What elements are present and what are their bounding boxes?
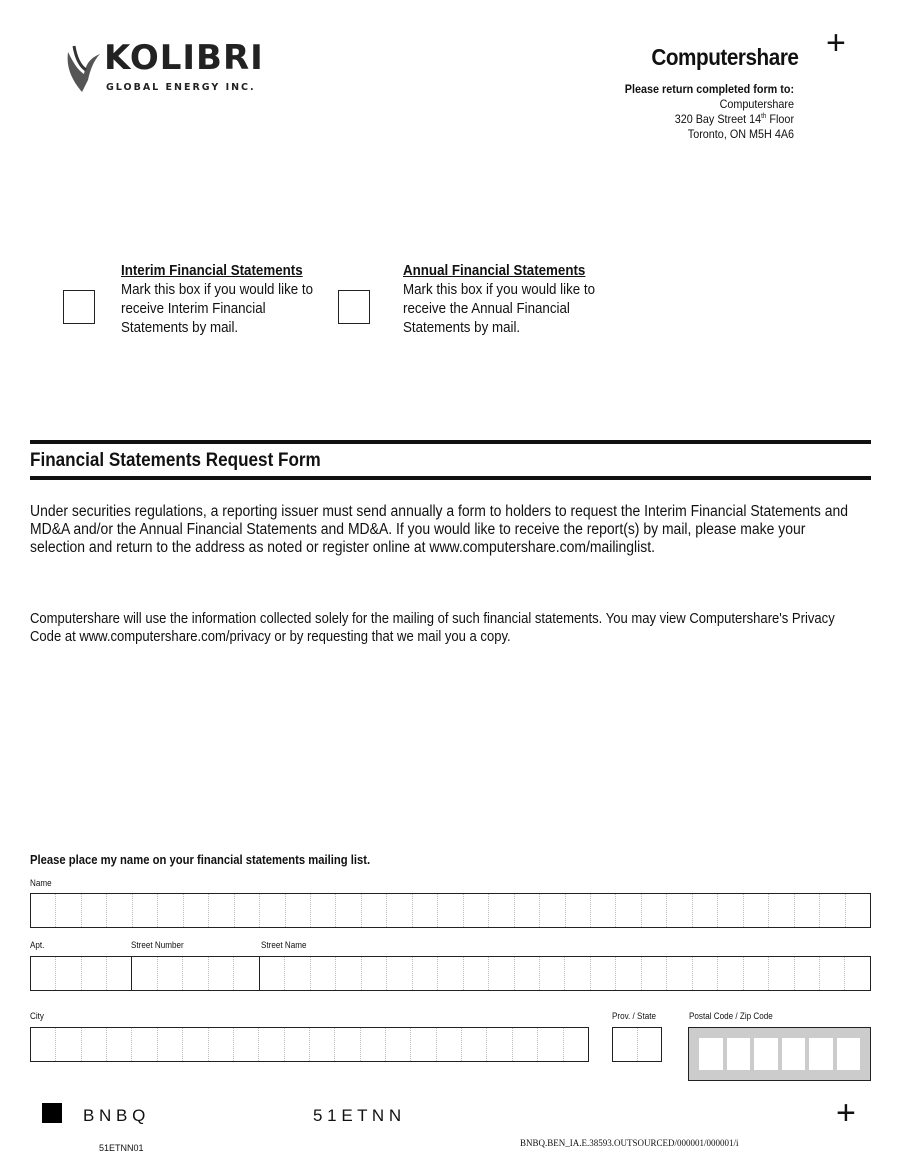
street-number-field[interactable] — [131, 957, 259, 990]
character-cell[interactable] — [717, 957, 742, 990]
name-label: Name — [30, 878, 52, 888]
character-cell[interactable] — [361, 957, 386, 990]
footer-code-mid: 5 1 E T N N — [313, 1106, 402, 1125]
character-cell[interactable] — [208, 1028, 233, 1061]
apt-label: Apt. — [30, 940, 45, 950]
character-cell[interactable] — [157, 894, 182, 927]
character-cell[interactable] — [386, 894, 411, 927]
character-cell[interactable] — [412, 957, 437, 990]
character-cell[interactable] — [666, 957, 691, 990]
character-cell[interactable] — [335, 894, 360, 927]
computershare-logo: Computershare — [650, 44, 798, 70]
character-cell[interactable] — [794, 894, 819, 927]
character-cell[interactable] — [55, 957, 80, 990]
character-cell[interactable] — [81, 894, 106, 927]
character-cell[interactable] — [437, 957, 462, 990]
character-cell[interactable] — [106, 894, 131, 927]
character-cell[interactable] — [463, 894, 488, 927]
postal-code-label: Postal Code / Zip Code — [689, 1011, 773, 1021]
character-cell[interactable] — [55, 894, 80, 927]
interim-option: Interim Financial Statements Mark this box if you would like to receive Interim Financial Statements by mail. — [121, 263, 314, 336]
character-cell[interactable] — [615, 957, 640, 990]
character-cell[interactable] — [641, 957, 666, 990]
divider — [30, 440, 871, 444]
registration-cross-icon: + — [836, 1094, 856, 1132]
character-cell[interactable] — [31, 894, 55, 927]
character-cell[interactable] — [208, 894, 233, 927]
character-cell[interactable] — [234, 894, 259, 927]
character-cell[interactable] — [743, 957, 768, 990]
street-name-label: Street Name — [261, 940, 307, 950]
character-cell[interactable] — [768, 894, 793, 927]
character-cell[interactable] — [335, 957, 360, 990]
character-cell[interactable] — [258, 1028, 283, 1061]
character-cell[interactable] — [157, 1028, 182, 1061]
character-cell[interactable] — [233, 957, 259, 990]
character-cell[interactable] — [31, 957, 55, 990]
character-cell[interactable] — [309, 1028, 334, 1061]
registration-cross-icon: + — [826, 24, 846, 62]
character-cell[interactable] — [486, 1028, 511, 1061]
kolibri-logo — [64, 40, 284, 100]
privacy-paragraph: Computershare will use the information collected solely for the mailing of such financial statements. You may view Computershare's Privacy Code at www.computershare.com/privacy or by requesting that we mail you a copy. — [30, 611, 835, 645]
character-cell[interactable] — [743, 894, 768, 927]
character-cell[interactable] — [284, 1028, 309, 1061]
character-cell[interactable] — [360, 1028, 385, 1061]
character-cell[interactable] — [844, 957, 869, 990]
address-field-row — [30, 956, 871, 991]
annual-option: Annual Financial Statements Mark this box if you would like to receive the Annual Financial Statements by mail. — [403, 263, 596, 336]
city-label: City — [30, 1011, 44, 1021]
character-cell[interactable] — [310, 957, 335, 990]
postal-code-field[interactable] — [688, 1027, 871, 1081]
character-cell[interactable] — [106, 957, 131, 990]
name-field[interactable] — [30, 893, 871, 928]
character-cell[interactable] — [488, 894, 513, 927]
character-cell[interactable] — [31, 1028, 55, 1061]
character-cell[interactable] — [692, 957, 717, 990]
character-cell[interactable] — [537, 1028, 562, 1061]
character-cell[interactable] — [183, 894, 208, 927]
character-cell[interactable] — [641, 894, 666, 927]
return-address: Please return completed form to: Computershare 320 Bay Street 14th Floor Toronto, ON M5H 4A6 — [624, 82, 794, 141]
annual-checkbox[interactable] — [338, 290, 370, 324]
character-cell[interactable] — [539, 894, 564, 927]
character-cell[interactable] — [615, 894, 640, 927]
character-cell[interactable] — [666, 894, 691, 927]
character-cell[interactable] — [361, 894, 386, 927]
footer-code-left: B N B Q — [83, 1106, 146, 1125]
intro-paragraph: Under securities regulations, a reporting issuer must send annually a form to holders to request the Interim Financial Statements and MD&A and/or the Annual Financial Statements and MD&A. If you would like to receive the report(s) by mail, please make your selection and return to the address as noted or register online at www.computershare.com/mailinglist. — [30, 503, 849, 556]
street-number-label: Street Number — [131, 940, 184, 950]
character-cell[interactable] — [565, 894, 590, 927]
return-label: Please return completed form to: — [624, 82, 794, 96]
character-cell[interactable] — [412, 894, 437, 927]
character-cell[interactable] — [132, 957, 157, 990]
character-cell[interactable] — [233, 1028, 258, 1061]
character-cell[interactable] — [131, 1028, 156, 1061]
logo-wordmark: KOLIBRI — [104, 38, 264, 78]
character-cell[interactable] — [157, 957, 183, 990]
logo-subtitle: GLOBAL ENERGY INC. — [106, 82, 256, 93]
interim-checkbox[interactable] — [63, 290, 95, 324]
character-cell[interactable] — [259, 894, 284, 927]
character-cell[interactable] — [81, 957, 106, 990]
character-cell[interactable] — [386, 957, 411, 990]
divider — [30, 476, 871, 480]
character-cell[interactable] — [55, 1028, 80, 1061]
character-cell[interactable] — [182, 1028, 207, 1061]
character-cell[interactable] — [436, 1028, 461, 1061]
character-cell[interactable] — [285, 894, 310, 927]
city-field[interactable] — [30, 1027, 589, 1062]
character-cell[interactable] — [512, 1028, 537, 1061]
character-cell[interactable] — [81, 1028, 106, 1061]
character-cell[interactable] — [692, 894, 717, 927]
character-cell[interactable] — [637, 1028, 662, 1061]
character-cell[interactable] — [410, 1028, 435, 1061]
character-cell[interactable] — [310, 894, 335, 927]
character-cell[interactable] — [613, 1028, 637, 1061]
character-cell[interactable] — [514, 957, 539, 990]
character-cell[interactable] — [437, 894, 462, 927]
job-reference: BNBQ.BEN_IA.E.38593.OUTSOURCED/000001/000001/i — [520, 1138, 739, 1148]
prov-state-field[interactable] — [612, 1027, 662, 1062]
character-cell[interactable] — [794, 957, 819, 990]
character-cell[interactable] — [260, 957, 284, 990]
street-name-field[interactable] — [259, 957, 870, 990]
character-cell[interactable] — [208, 957, 234, 990]
character-cell[interactable] — [564, 957, 589, 990]
character-cell[interactable] — [563, 1028, 588, 1061]
prov-state-label: Prov. / State — [612, 1011, 656, 1021]
character-cell[interactable] — [590, 894, 615, 927]
omr-mark — [42, 1103, 62, 1123]
character-cell[interactable] — [488, 957, 513, 990]
character-cell[interactable] — [284, 957, 309, 990]
form-title: Financial Statements Request Form — [30, 450, 321, 471]
character-cell[interactable] — [385, 1028, 410, 1061]
character-cell[interactable] — [845, 894, 870, 927]
character-cell[interactable] — [768, 957, 793, 990]
character-cell[interactable] — [590, 957, 615, 990]
character-cell[interactable] — [819, 957, 844, 990]
character-cell[interactable] — [461, 1028, 486, 1061]
character-cell[interactable] — [106, 1028, 131, 1061]
character-cell[interactable] — [463, 957, 488, 990]
apt-field[interactable] — [31, 957, 131, 990]
character-cell[interactable] — [334, 1028, 359, 1061]
character-cell[interactable] — [717, 894, 742, 927]
character-cell[interactable] — [819, 894, 844, 927]
character-cell[interactable] — [539, 957, 564, 990]
character-cell[interactable] — [514, 894, 539, 927]
character-cell[interactable] — [182, 957, 208, 990]
hummingbird-icon — [64, 40, 104, 96]
mailing-prompt: Please place my name on your financial statements mailing list. — [30, 853, 371, 867]
character-cell[interactable] — [132, 894, 157, 927]
footer-code-small: 51ETNN01 — [99, 1143, 144, 1153]
